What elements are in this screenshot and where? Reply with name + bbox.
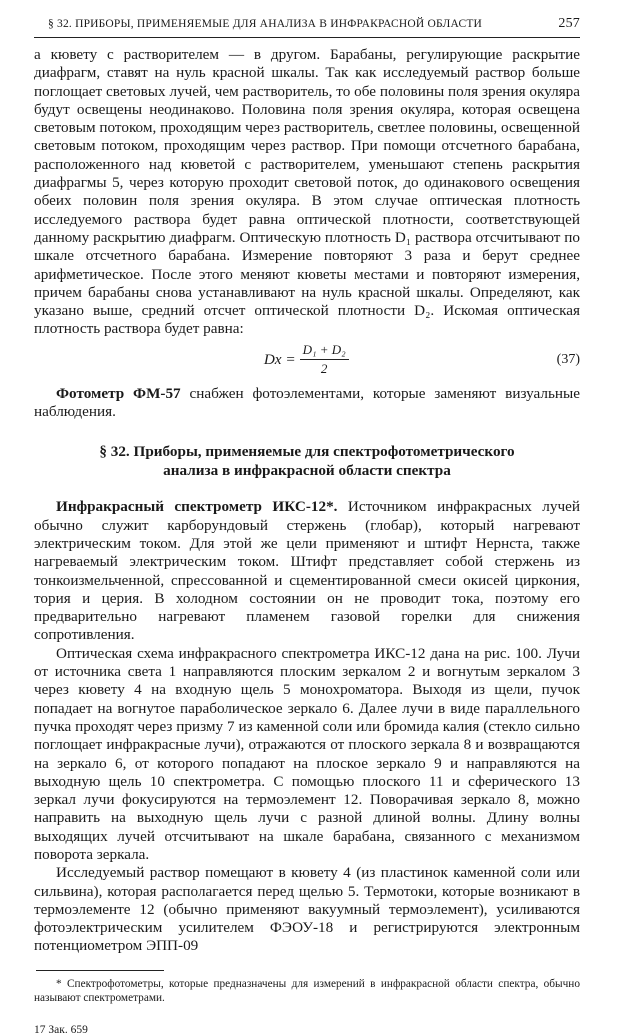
formula-denominator: 2: [320, 361, 328, 377]
printer-signature: 17 Зак. 659: [34, 1023, 88, 1036]
paragraph-measurement: а кювету с растворителем — в другом. Барабаны, регулирующие раскрытие диафрагм, ставят на нуль красной шкалы. Так как исследуемый раствор больше поглощает световых лучей, чем растворитель, то обе половины поля зрения окуляра будут освещены неодинаково. Половина поля зрения окуляра, которая освещена световым потоком, проходящим через растворитель, светлее половины, освещенной световым потоком, проходящим через раствор. При помощи отсчетного барабана, расположенного над кюветой с растворителем, уменьшают степень раскрытия диафрагмы 5, через которую проходит световой поток, до одинакового освещения обеих половин поля зрения окуляра. В этом случае оптическая плотность исследуемого раствора будет равна оптической плотности, соответствующей данному раскрытию диафрагм. Оптическую плотность D₁ раствора отсчитывают по шкале отсчетного барабана. Измерение повторяют 3 раза и берут среднее арифметическое. После этого меняют кюветы местами и повторяют измерения, причем барабаны снова устанавливают на нуль красной шкалы. Определяют, как указано выше, средний отсчет оптической плотности D₂. Искомая оптическая плотность раствора будет равна:: [34, 46, 580, 338]
running-header: [34, 16, 580, 38]
paragraph-optical-scheme: Оптическая схема инфракрасного спектрометра ИКС-12 дана на рис. 100. Лучи от источника света 1 направляются плоским зеркалом 2 и вогнутым зеркалом 3 через кювету 4 на входную щель 5 монохроматора. Выходя из щели, пучок попадает на вогнутое параболическое зеркало 6. Далее лучи в виде параллельного пучка проходят через призму 7 из каменной соли или бромида калия (стекло сильно поглощает инфракрасные лучи), отражаются от плоского зеркала 8 и возвращаются на зеркало 6, от которого попадают на плоское зеркало 9 и направляются на выходную щель 10 спектрометра. С помощью плоского 11 и сферического 13 зеркал лучи фокусируются на термоэлемент 12. Поворачивая зеркало 8, можно направить на выходную щель лучи с разной длиной волны. Длину волны выходящих лучей отсчитывают на шкале барабана, связанного с механизмом поворота зеркала.: [34, 644, 580, 863]
fm57-text: снабжен фотоэлементами, которые заменяют визуальные наблюдения.: [34, 384, 580, 421]
formula-lhs: Dx =: [263, 350, 296, 368]
page-number: 257: [558, 16, 580, 31]
section-heading-line2: анализа в инфракрасной области спектра: [163, 461, 451, 479]
formula-fraction: [300, 342, 349, 377]
fm57-term: Фотометр ФМ-57: [56, 384, 181, 402]
section-heading: [34, 443, 580, 480]
footnote-rule: [36, 970, 164, 971]
book-page: [34, 16, 580, 1036]
paragraph-iks12: [34, 498, 580, 644]
footnote: * Спектрофотометры, которые предназначены для измерений в инфракрасной области спектра, обычно называют спектрометрами.: [34, 977, 580, 1005]
formula-expression: [264, 342, 349, 377]
formula-numerator: D₁ + D₂: [300, 342, 349, 360]
iks12-text: Источником инфракрасных лучей обычно служит карборундовый стержень (глобар), который нагревают электрическим током. Для этой же цели применяют и штифт Нернста, также нагреваемый электрическим током. Штифт представляет собой стержень из тонкоизмельченной, спрессованной и сцементированной смеси окисей циркония, тория и церия. В холодном состоянии он не проводит тока, поэтому его предварительно нагревают пламенем газовой горелки для снижения сопротивления.: [34, 498, 580, 644]
paragraph-solution: Исследуемый раствор помещают в кювету 4 (из пластинок каменной соли или сильвина), которая располагается перед щелью 5. Термотоки, которые возникают в термоэлементе 12 (обычно применяют вакуумный термоэлемент), усиливаются фотоэлектрическим усилителем ФЭОУ-18 и регистрируются электронным потенциометром ЭПП-09: [34, 864, 580, 955]
paragraph-fm57: [34, 385, 580, 422]
formula-37: [34, 340, 580, 380]
header-title: § 32. ПРИБОРЫ, ПРИМЕНЯЕМЫЕ ДЛЯ АНАЛИЗА В ИНФРАКРАСНОЙ ОБЛАСТИ: [48, 18, 483, 30]
formula-number: (37): [556, 351, 580, 367]
iks12-term: Инфракрасный спектрометр ИКС-12*.: [56, 498, 338, 516]
section-heading-line1: § 32. Приборы, применяемые для спектрофотометрического: [99, 443, 515, 461]
